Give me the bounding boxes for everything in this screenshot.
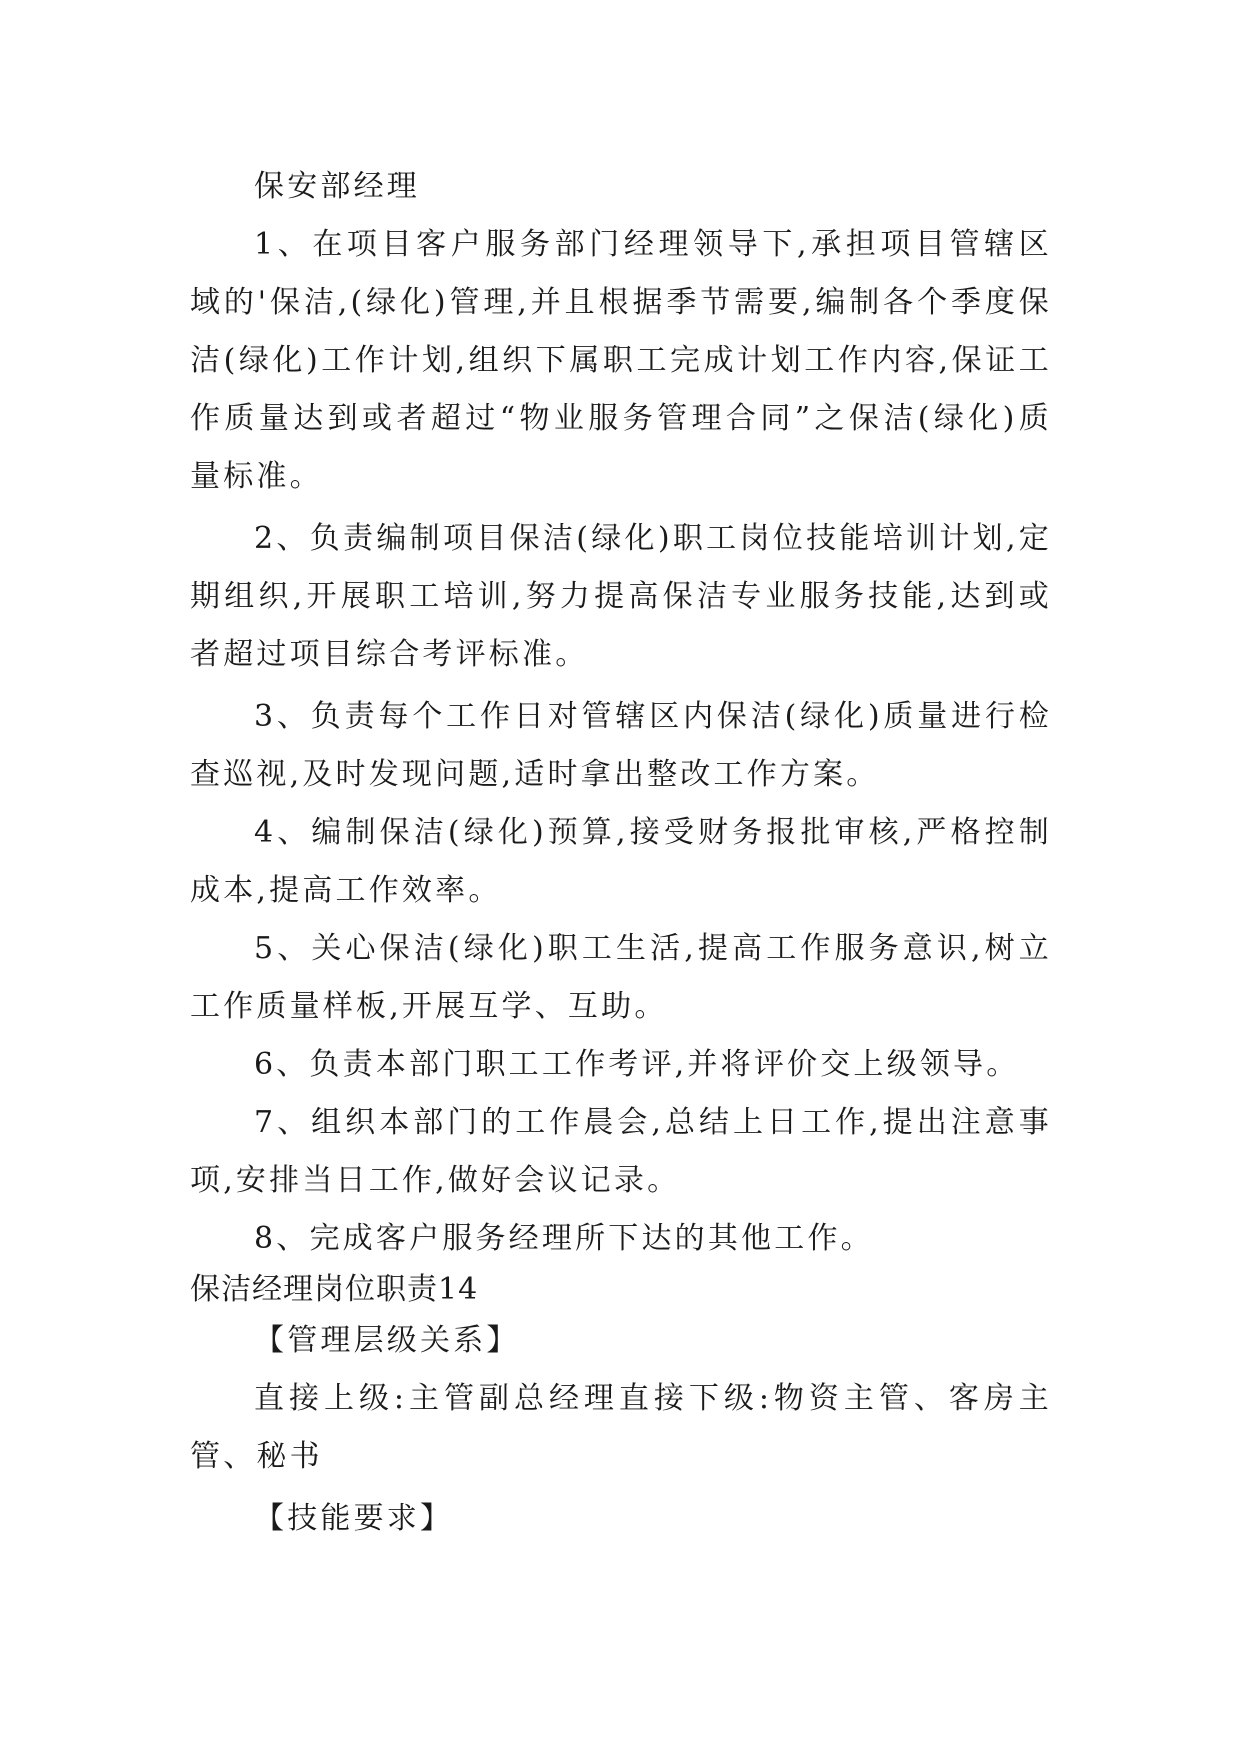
list-item: 5、关心保洁(绿化)职工生活,提高工作服务意识,树立工作质量样板,开展互学、互助。 xyxy=(190,931,1052,1024)
list-item: 1、在项目客户服务部门经理领导下,承担项目管辖区域的'保洁,(绿化)管理,并且根据季节需要,编制各个季度保洁(绿化)工作计划,组织下属职工完成计划工作内容,保证工作质量达到或者超过“物业服务管理合同”之保洁(绿化)质量标准。 xyxy=(190,227,1052,494)
subheading-skills: 【技能要求】 xyxy=(254,1501,454,1536)
list-item: 4、编制保洁(绿化)预算,接受财务报批审核,严格控制成本,提高工作效率。 xyxy=(190,815,1052,908)
paragraph-heading: 保安部经理 xyxy=(254,169,420,204)
list-item: 2、负责编制项目保洁(绿化)职工岗位技能培训计划,定期组织,开展职工培训,努力提高保洁专业服务技能,达到或者超过项目综合考评标准。 xyxy=(190,521,1052,672)
list-item: 7、组织本部门的工作晨会,总结上日工作,提出注意事项,安排当日工作,做好会议记录。 xyxy=(190,1105,1052,1198)
relation-text: 直接上级:主管副总经理直接下级:物资主管、客房主管、秘书 xyxy=(190,1381,1052,1474)
document-page xyxy=(190,158,1052,1548)
list-item: 3、负责每个工作日对管辖区内保洁(绿化)质量进行检查巡视,及时发现问题,适时拿出整改工作方案。 xyxy=(190,699,1052,792)
section-title: 保洁经理岗位职责14 xyxy=(190,1272,479,1307)
subheading-hierarchy: 【管理层级关系】 xyxy=(254,1323,520,1358)
list-item: 8、完成客户服务经理所下达的其他工作。 xyxy=(254,1221,874,1256)
list-item: 6、负责本部门职工工作考评,并将评价交上级领导。 xyxy=(254,1047,1020,1082)
